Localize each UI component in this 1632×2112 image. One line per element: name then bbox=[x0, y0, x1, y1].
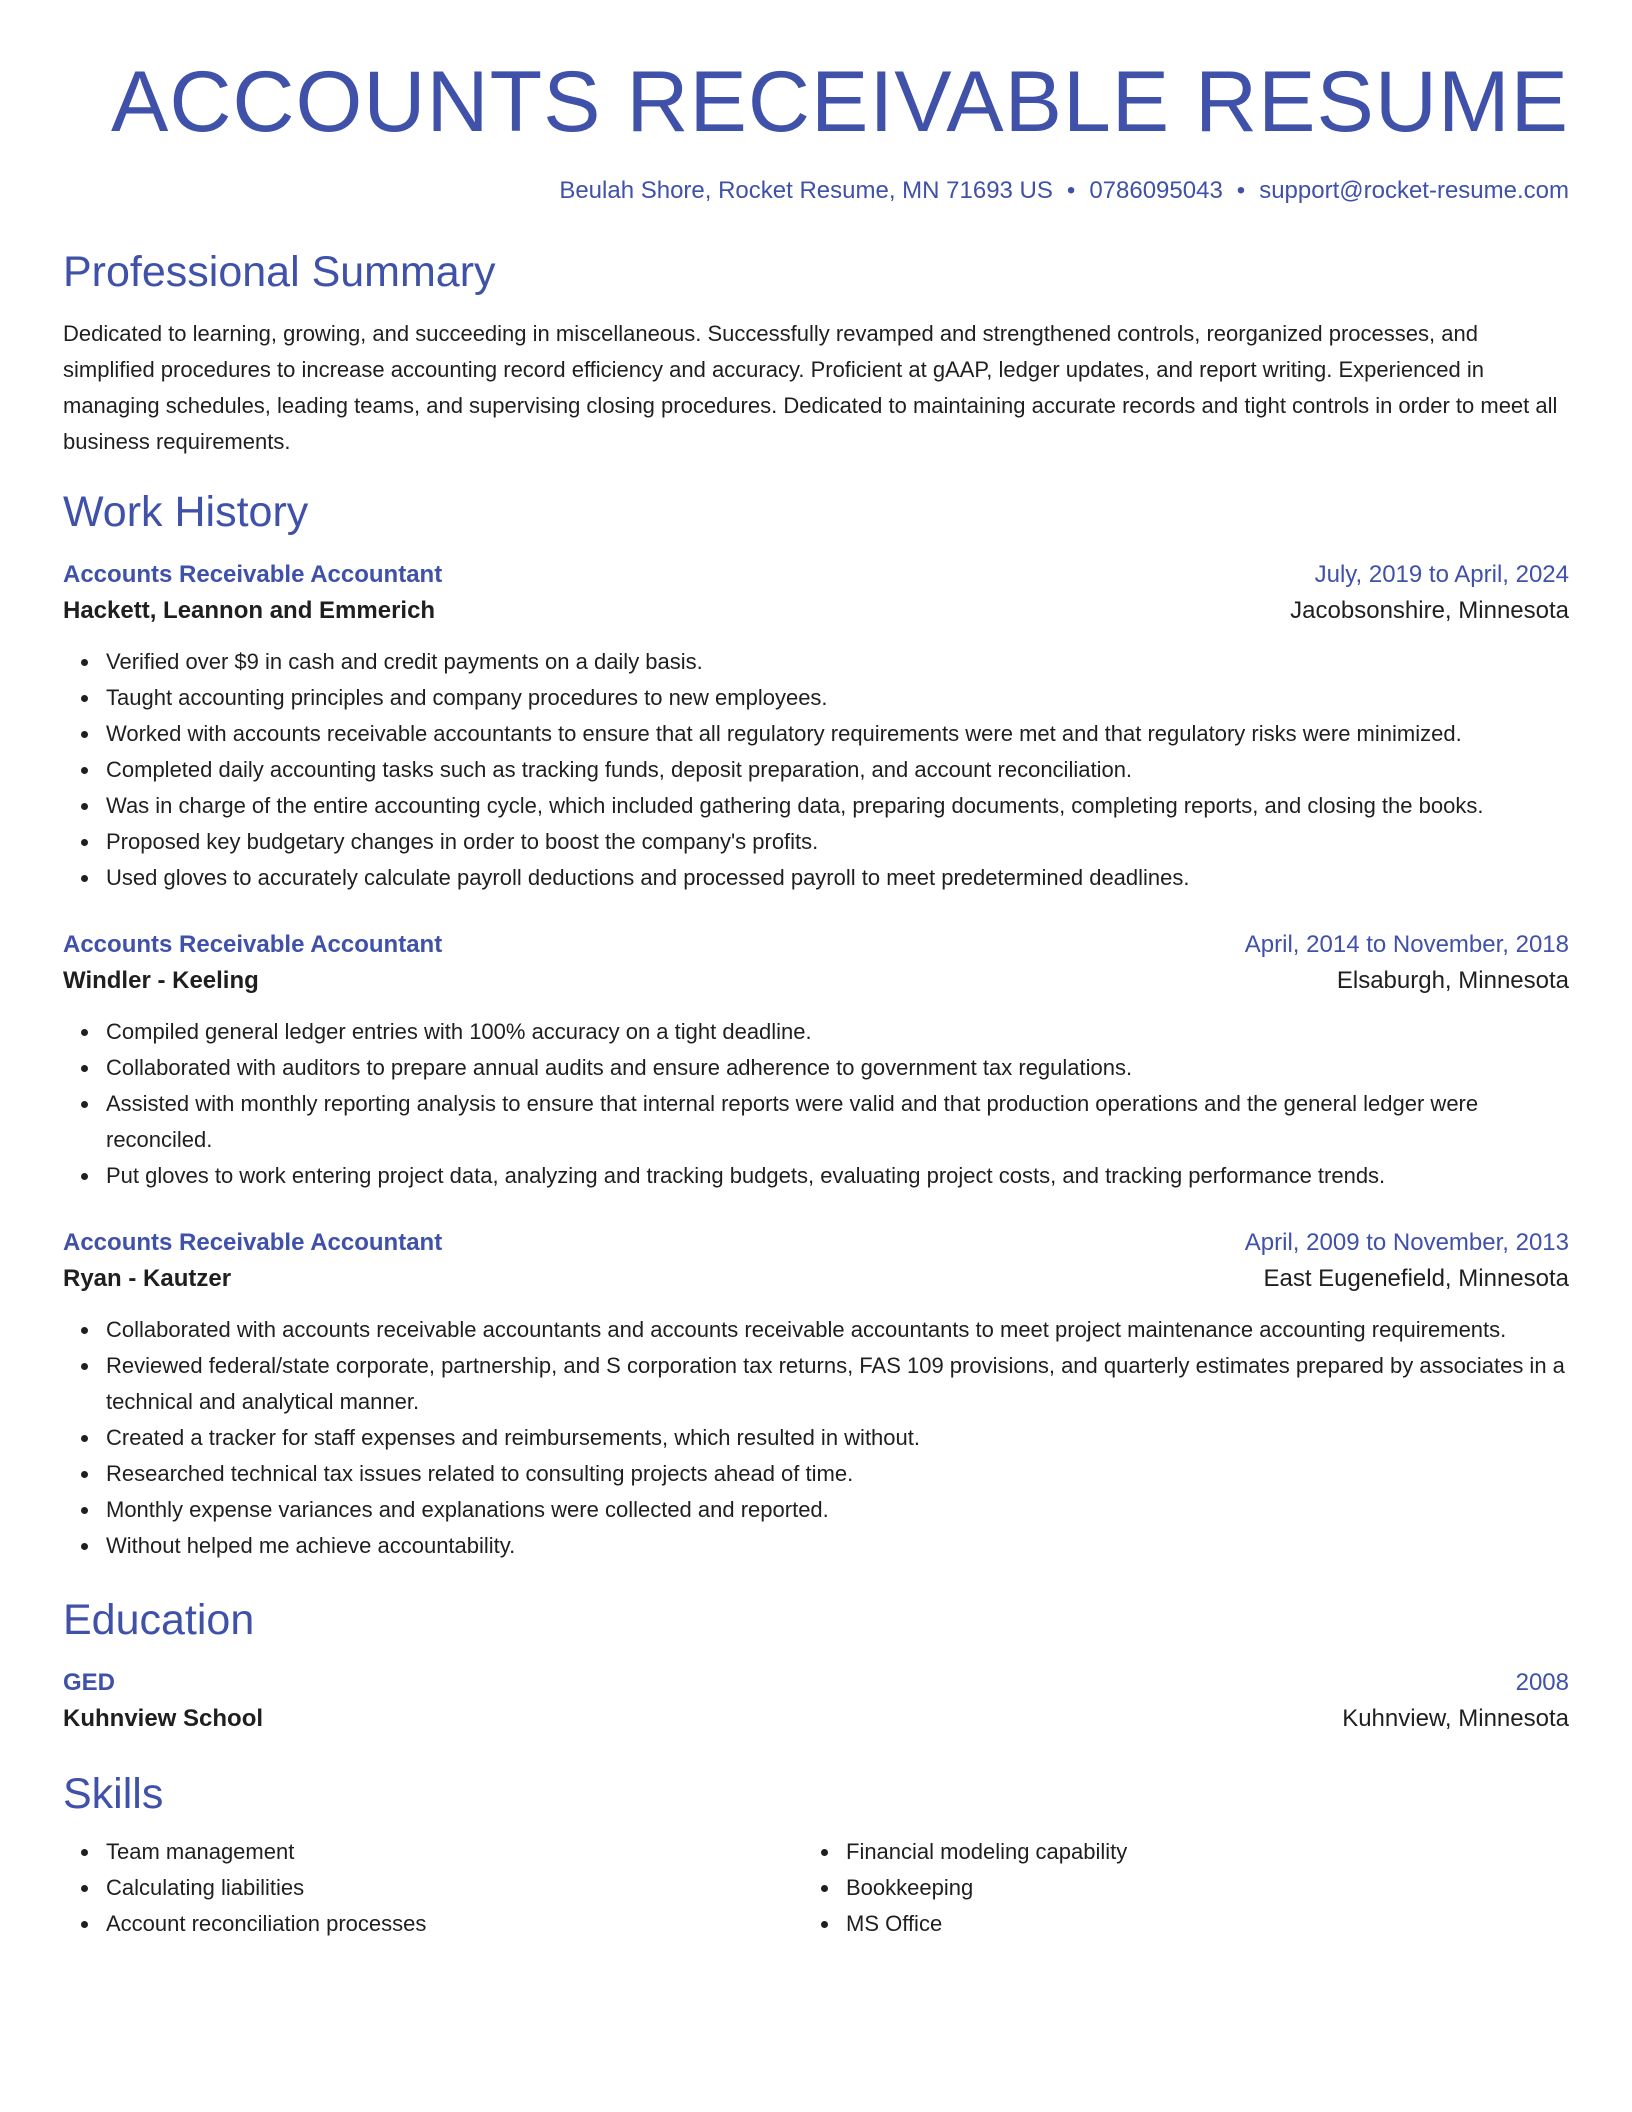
job-location: Elsaburgh, Minnesota bbox=[1336, 967, 1569, 994]
education-school: Kuhnview School bbox=[63, 1705, 264, 1732]
job-bullet: Taught accounting principles and company procedures to new employees. bbox=[106, 680, 1569, 716]
skills-column-left bbox=[63, 1834, 803, 1942]
education-location: Kuhnview, Minnesota bbox=[1342, 1705, 1569, 1732]
skill-item: Bookkeeping bbox=[846, 1870, 1563, 1906]
contact-address: Beulah Shore, Rocket Resume, MN 71693 US bbox=[559, 177, 1053, 204]
skills-heading: Skills bbox=[63, 1770, 164, 1818]
job-header-row bbox=[63, 928, 1569, 962]
job-bullet: Was in charge of the entire accounting cycle, which included gathering data, preparing documents, completing reports, and closing the books. bbox=[106, 788, 1569, 824]
contact-phone: 0786095043 bbox=[1089, 177, 1223, 204]
job-company-row bbox=[63, 592, 1569, 630]
job-bullet: Put gloves to work entering project data, analyzing and tracking budgets, evaluating project costs, and tracking performance trends. bbox=[106, 1158, 1569, 1194]
education-school-row bbox=[63, 1700, 1569, 1738]
job-bullet: Compiled general ledger entries with 100% accuracy on a tight deadline. bbox=[106, 1014, 1569, 1050]
contact-email: support@rocket-resume.com bbox=[1259, 177, 1569, 204]
job-company: Hackett, Leannon and Emmerich bbox=[63, 597, 436, 624]
job-entry bbox=[63, 558, 1569, 896]
skills-column-right bbox=[803, 1834, 1563, 1942]
job-bullet: Assisted with monthly reporting analysis to ensure that internal reports were valid and that production operations and the general ledger were reconciled. bbox=[106, 1086, 1569, 1158]
resume-title: ACCOUNTS RECEIVABLE RESUME bbox=[110, 54, 1569, 150]
job-entry bbox=[63, 1226, 1569, 1564]
contact-line bbox=[63, 176, 1569, 206]
job-location: Jacobsonshire, Minnesota bbox=[1290, 597, 1569, 624]
job-bullet: Collaborated with auditors to prepare annual audits and ensure adherence to government tax regulations. bbox=[106, 1050, 1569, 1086]
job-company: Windler - Keeling bbox=[63, 967, 259, 994]
summary-text: Dedicated to learning, growing, and succeeding in miscellaneous. Successfully revamped and strengthened controls, reorganized processes, and simplified procedures to increase accounting record efficiency and accuracy. Proficient at gAAP, ledger updates, and report writing. Experienced in managing schedules, leading teams, and supervising closing procedures. Dedicated to maintaining accurate records and tight controls in order to meet all business requirements. bbox=[63, 321, 1558, 454]
job-dates: July, 2019 to April, 2024 bbox=[1314, 561, 1569, 588]
education-heading: Education bbox=[63, 1596, 255, 1644]
job-bullets bbox=[63, 1014, 1569, 1194]
skills-bullets-left bbox=[63, 1834, 803, 1942]
education-entry bbox=[63, 1666, 1569, 1738]
job-title: Accounts Receivable Accountant bbox=[63, 931, 443, 958]
contact-separator: • bbox=[1066, 177, 1076, 204]
job-bullets bbox=[63, 644, 1569, 896]
job-title: Accounts Receivable Accountant bbox=[63, 1229, 443, 1256]
job-bullet: Created a tracker for staff expenses and reimbursements, which resulted in without. bbox=[106, 1420, 1569, 1456]
job-bullet: Researched technical tax issues related to consulting projects ahead of time. bbox=[106, 1456, 1569, 1492]
job-title: Accounts Receivable Accountant bbox=[63, 561, 443, 588]
job-company: Ryan - Kautzer bbox=[63, 1265, 232, 1292]
job-bullet: Reviewed federal/state corporate, partnership, and S corporation tax returns, FAS 109 provisions, and quarterly estimates prepared by associates in a technical and analytical manner. bbox=[106, 1348, 1569, 1420]
skill-item: Financial modeling capability bbox=[846, 1834, 1563, 1870]
skills-bullets-right bbox=[803, 1834, 1563, 1942]
skill-item: Calculating liabilities bbox=[106, 1870, 803, 1906]
job-entry bbox=[63, 928, 1569, 1194]
contact-separator: • bbox=[1236, 177, 1246, 204]
job-header-row bbox=[63, 558, 1569, 592]
job-bullet: Without helped me achieve accountability. bbox=[106, 1528, 1569, 1564]
job-bullet: Worked with accounts receivable accountants to ensure that all regulatory requirements were met and that regulatory risks were minimized. bbox=[106, 716, 1569, 752]
education-header-row bbox=[63, 1666, 1569, 1700]
job-bullet: Proposed key budgetary changes in order to boost the company's profits. bbox=[106, 824, 1569, 860]
skills-list bbox=[63, 1834, 1569, 1942]
summary-heading: Professional Summary bbox=[63, 248, 496, 296]
job-bullet: Completed daily accounting tasks such as tracking funds, deposit preparation, and account reconciliation. bbox=[106, 752, 1569, 788]
skill-item: Account reconciliation processes bbox=[106, 1906, 803, 1942]
job-bullet: Verified over $9 in cash and credit payments on a daily basis. bbox=[106, 644, 1569, 680]
job-bullets bbox=[63, 1312, 1569, 1564]
job-dates: April, 2014 to November, 2018 bbox=[1244, 931, 1569, 958]
education-degree: GED bbox=[63, 1669, 116, 1696]
job-company-row bbox=[63, 1260, 1569, 1298]
job-bullet: Used gloves to accurately calculate payroll deductions and processed payroll to meet predetermined deadlines. bbox=[106, 860, 1569, 896]
job-location: East Eugenefield, Minnesota bbox=[1263, 1265, 1569, 1292]
education-year: 2008 bbox=[1515, 1669, 1569, 1696]
skill-item: Team management bbox=[106, 1834, 803, 1870]
job-bullet: Monthly expense variances and explanations were collected and reported. bbox=[106, 1492, 1569, 1528]
job-header-row bbox=[63, 1226, 1569, 1260]
job-bullet: Collaborated with accounts receivable accountants and accounts receivable accountants to meet project maintenance accounting requirements. bbox=[106, 1312, 1569, 1348]
job-company-row bbox=[63, 962, 1569, 1000]
skill-item: MS Office bbox=[846, 1906, 1563, 1942]
work-history-heading: Work History bbox=[63, 488, 309, 536]
job-dates: April, 2009 to November, 2013 bbox=[1244, 1229, 1569, 1256]
